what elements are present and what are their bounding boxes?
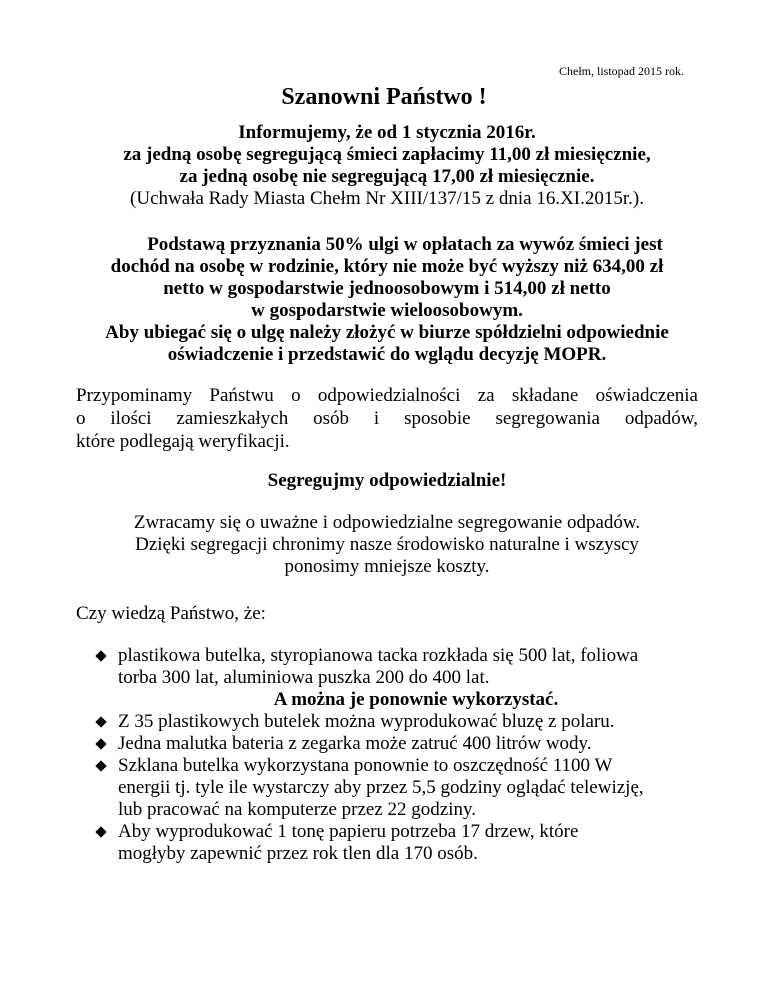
- relief-line: Podstawą przyznania 50% ulgi w opłatach za wywóz śmieci jest: [147, 234, 663, 255]
- appeal-line: Dzięki segregacji chronimy nasze środowisko naturalne i wszyscy: [135, 534, 639, 555]
- fact-line: Jedna malutka bateria z zegarka może zatruć 400 litrów wody.: [118, 733, 592, 754]
- reminder-line: Przypominamy Państwu o odpowiedzialności za składane oświadczenia: [76, 385, 698, 406]
- appeal-line: Zwracamy się o uważne i odpowiedzialne segregowanie odpadów.: [133, 512, 641, 533]
- greeting-heading: Szanowni Państwo !: [281, 84, 487, 110]
- list-item: [94, 755, 714, 821]
- fact-line: Z 35 plastikowych butelek można wyprodukować bluzę z polaru.: [118, 711, 615, 732]
- relief-line: dochód na osobę w rodzinie, który nie może być wyższy niż 634,00 zł: [110, 256, 664, 277]
- resolution-reference: (Uchwała Rady Miasta Chełm Nr XIII/137/15 z dnia 16.XI.2015r.).: [130, 188, 644, 209]
- fee-info-line: za jedną osobę nie segregującą 17,00 zł miesięcznie.: [179, 166, 595, 187]
- fact-line: energii tj. tyle ile wystarczy aby przez 5,5 godziny oglądać telewizję,: [118, 777, 644, 798]
- list-item: [94, 645, 714, 711]
- relief-line: oświadczenie i przedstawić do wglądu decyzję MOPR.: [167, 344, 607, 365]
- relief-line: netto w gospodarstwie jednoosobowym i 514,00 zł netto: [163, 278, 611, 299]
- diamond-bullet-icon: [95, 826, 106, 837]
- fact-emphasis: A można je ponownie wykorzystać.: [273, 689, 559, 710]
- relief-paragraph: [76, 234, 698, 366]
- question-line: Czy wiedzą Państwo, że:: [76, 603, 266, 624]
- document-date: Chełm, listopad 2015 rok.: [559, 64, 684, 78]
- fact-line: torba 300 lat, aluminiowa puszka 200 do 400 lat.: [118, 667, 490, 688]
- fee-info-line: za jedną osobę segregującą śmieci zapłacimy 11,00 zł miesięcznie,: [123, 144, 651, 165]
- list-item: [94, 733, 714, 755]
- fact-line: Aby wyprodukować 1 tonę papieru potrzeba 17 drzew, które: [118, 821, 579, 842]
- list-item: [94, 711, 714, 733]
- reminder-paragraph: [76, 384, 698, 453]
- fact-line: mogłyby zapewnić przez rok tlen dla 170 osób.: [118, 843, 478, 864]
- relief-line: Aby ubiegać się o ulgę należy złożyć w biurze spółdzielni odpowiednie: [105, 322, 669, 343]
- appeal-paragraph: [76, 512, 698, 578]
- diamond-bullet-icon: [95, 760, 106, 771]
- facts-list: [94, 645, 714, 865]
- fact-line: lub pracować na komputerze przez 22 godziny.: [118, 799, 477, 820]
- reminder-line: o ilości zamieszkałych osób i sposobie segregowania odpadów,: [76, 408, 698, 429]
- fee-info-paragraph: [76, 122, 698, 210]
- fact-line: plastikowa butelka, styropianowa tacka rozkłada się 500 lat, foliowa: [118, 645, 639, 666]
- diamond-bullet-icon: [95, 738, 106, 749]
- diamond-bullet-icon: [95, 716, 106, 727]
- appeal-line: ponosimy mniejsze koszty.: [284, 556, 490, 577]
- slogan-heading: Segregujmy odpowiedzialnie!: [267, 470, 507, 491]
- list-item: [94, 821, 714, 865]
- reminder-line: które podlegają weryfikacji.: [76, 431, 290, 452]
- fee-info-line: Informujemy, że od 1 stycznia 2016r.: [238, 122, 536, 143]
- relief-line: w gospodarstwie wieloosobowym.: [251, 300, 523, 321]
- fact-line: Szklana butelka wykorzystana ponownie to oszczędność 1100 W: [118, 755, 613, 776]
- diamond-bullet-icon: [95, 650, 106, 661]
